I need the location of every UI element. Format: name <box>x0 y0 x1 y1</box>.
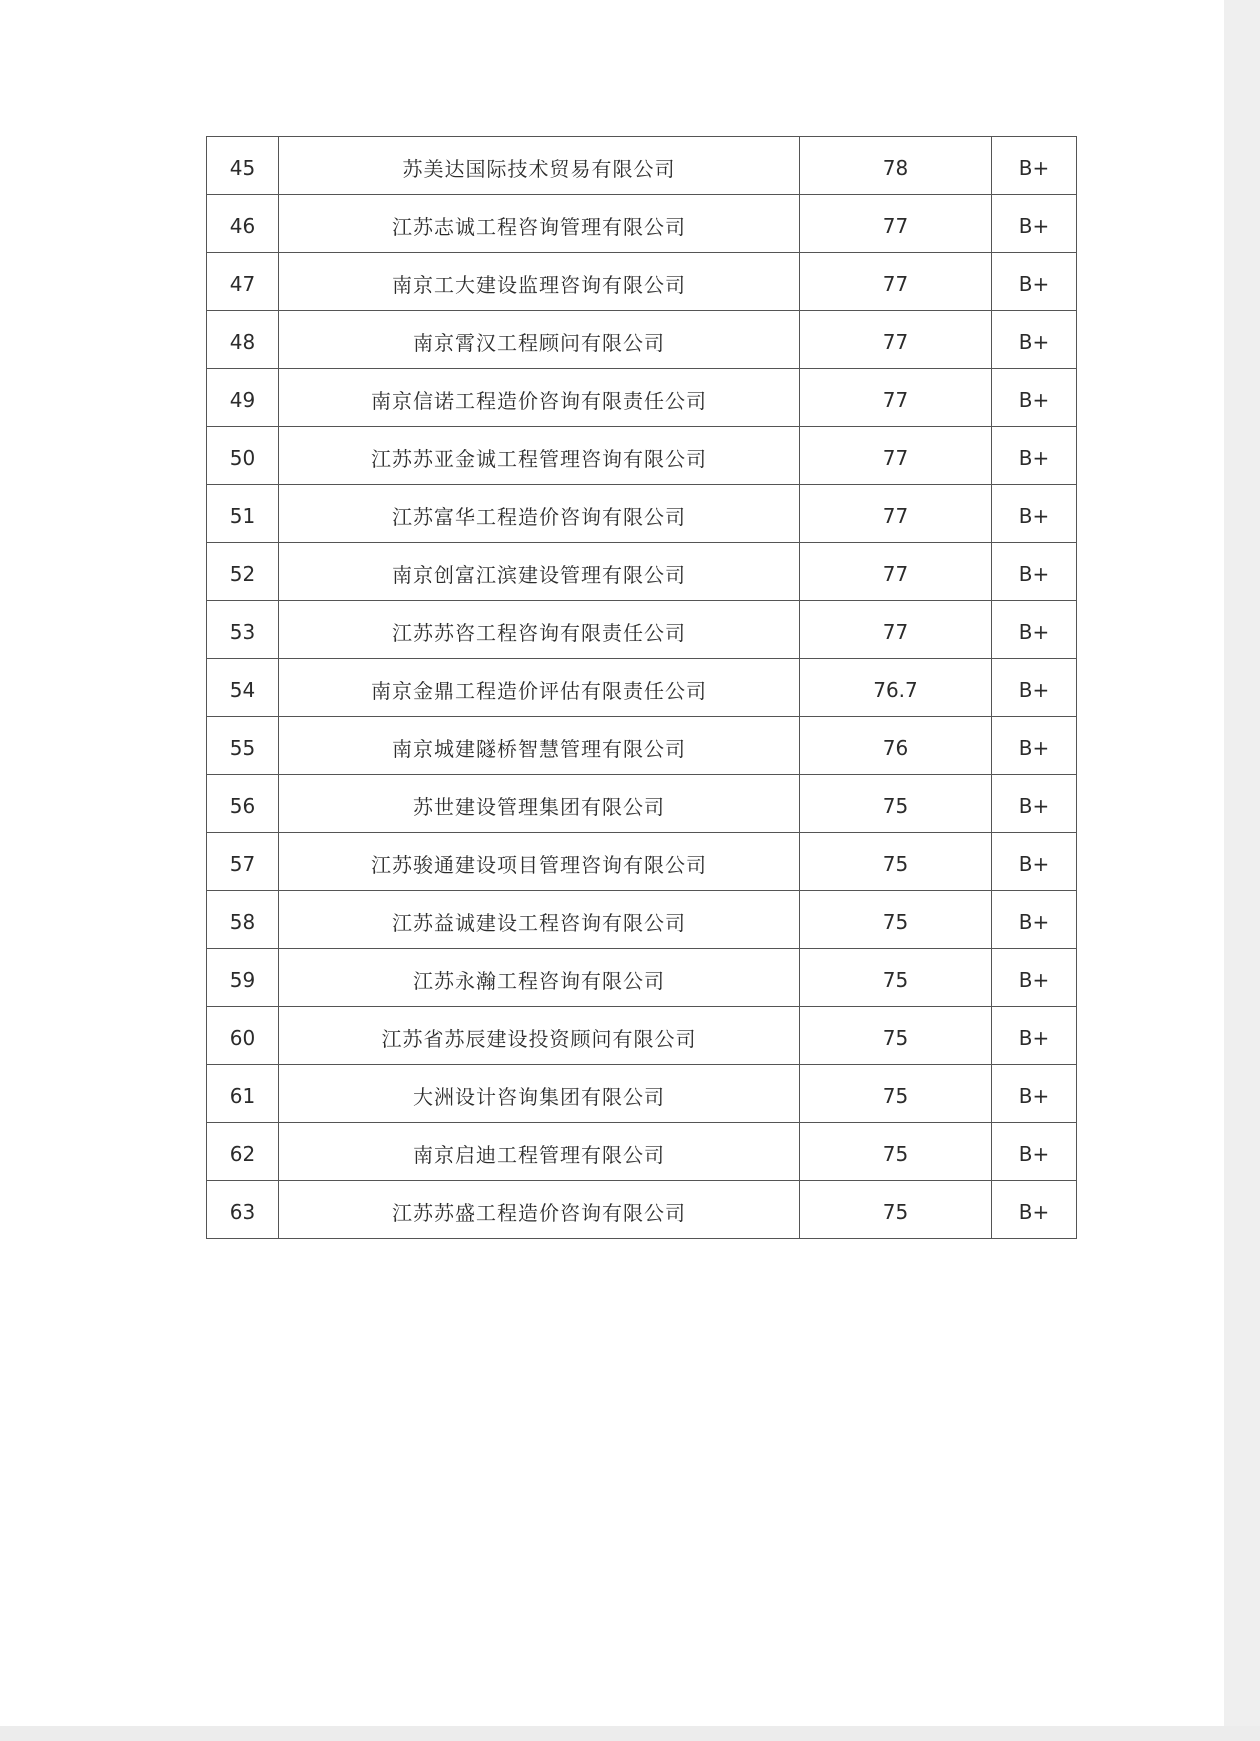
row-number-cell: 55 <box>207 717 279 775</box>
row-number-cell: 50 <box>207 427 279 485</box>
table-row <box>207 1181 1077 1239</box>
row-number-cell: 45 <box>207 137 279 195</box>
score-cell: 78 <box>800 137 992 195</box>
table-row <box>207 311 1077 369</box>
table-row <box>207 949 1077 1007</box>
table-row <box>207 833 1077 891</box>
row-number-cell: 54 <box>207 659 279 717</box>
grade-cell: B+ <box>992 949 1077 1007</box>
grade-cell: B+ <box>992 891 1077 949</box>
table-row <box>207 775 1077 833</box>
score-cell: 77 <box>800 427 992 485</box>
score-cell: 75 <box>800 1065 992 1123</box>
grade-cell: B+ <box>992 485 1077 543</box>
score-cell: 77 <box>800 311 992 369</box>
page-edge-bottom <box>0 1726 1260 1741</box>
score-cell: 77 <box>800 543 992 601</box>
table-row <box>207 717 1077 775</box>
table-row <box>207 427 1077 485</box>
company-name-cell: 江苏永瀚工程咨询有限公司 <box>279 949 800 1007</box>
row-number-cell: 63 <box>207 1181 279 1239</box>
grade-cell: B+ <box>992 659 1077 717</box>
row-number-cell: 47 <box>207 253 279 311</box>
company-name-cell: 大洲设计咨询集团有限公司 <box>279 1065 800 1123</box>
score-cell: 77 <box>800 485 992 543</box>
score-cell: 77 <box>800 369 992 427</box>
company-name-cell: 江苏省苏辰建设投资顾问有限公司 <box>279 1007 800 1065</box>
grade-cell: B+ <box>992 1007 1077 1065</box>
grade-cell: B+ <box>992 717 1077 775</box>
grade-cell: B+ <box>992 427 1077 485</box>
grade-cell: B+ <box>992 369 1077 427</box>
score-cell: 75 <box>800 949 992 1007</box>
company-name-cell: 苏世建设管理集团有限公司 <box>279 775 800 833</box>
grade-cell: B+ <box>992 601 1077 659</box>
row-number-cell: 60 <box>207 1007 279 1065</box>
company-score-table <box>206 136 1077 1239</box>
score-cell: 75 <box>800 1123 992 1181</box>
row-number-cell: 53 <box>207 601 279 659</box>
row-number-cell: 56 <box>207 775 279 833</box>
row-number-cell: 58 <box>207 891 279 949</box>
table-row <box>207 659 1077 717</box>
company-name-cell: 南京信诺工程造价咨询有限责任公司 <box>279 369 800 427</box>
score-cell: 75 <box>800 775 992 833</box>
score-cell: 75 <box>800 891 992 949</box>
table-row <box>207 543 1077 601</box>
company-name-cell: 南京启迪工程管理有限公司 <box>279 1123 800 1181</box>
score-cell: 75 <box>800 1181 992 1239</box>
score-cell: 75 <box>800 1007 992 1065</box>
table-row <box>207 601 1077 659</box>
grade-cell: B+ <box>992 311 1077 369</box>
company-name-cell: 南京城建隧桥智慧管理有限公司 <box>279 717 800 775</box>
row-number-cell: 62 <box>207 1123 279 1181</box>
score-cell: 77 <box>800 195 992 253</box>
score-cell: 75 <box>800 833 992 891</box>
row-number-cell: 61 <box>207 1065 279 1123</box>
grade-cell: B+ <box>992 775 1077 833</box>
score-cell: 76 <box>800 717 992 775</box>
company-name-cell: 江苏苏咨工程咨询有限责任公司 <box>279 601 800 659</box>
table-row <box>207 1007 1077 1065</box>
company-name-cell: 南京金鼎工程造价评估有限责任公司 <box>279 659 800 717</box>
grade-cell: B+ <box>992 833 1077 891</box>
table-row <box>207 253 1077 311</box>
table-row <box>207 485 1077 543</box>
grade-cell: B+ <box>992 1123 1077 1181</box>
row-number-cell: 51 <box>207 485 279 543</box>
table-row <box>207 1123 1077 1181</box>
score-cell: 77 <box>800 601 992 659</box>
company-name-cell: 江苏志诚工程咨询管理有限公司 <box>279 195 800 253</box>
grade-cell: B+ <box>992 137 1077 195</box>
score-cell: 76.7 <box>800 659 992 717</box>
score-cell: 77 <box>800 253 992 311</box>
grade-cell: B+ <box>992 1181 1077 1239</box>
row-number-cell: 48 <box>207 311 279 369</box>
row-number-cell: 52 <box>207 543 279 601</box>
row-number-cell: 49 <box>207 369 279 427</box>
company-name-cell: 南京工大建设监理咨询有限公司 <box>279 253 800 311</box>
grade-cell: B+ <box>992 195 1077 253</box>
grade-cell: B+ <box>992 1065 1077 1123</box>
row-number-cell: 57 <box>207 833 279 891</box>
table-row <box>207 369 1077 427</box>
table-row <box>207 1065 1077 1123</box>
company-name-cell: 江苏益诚建设工程咨询有限公司 <box>279 891 800 949</box>
table-row <box>207 137 1077 195</box>
table-row <box>207 195 1077 253</box>
row-number-cell: 59 <box>207 949 279 1007</box>
company-name-cell: 苏美达国际技术贸易有限公司 <box>279 137 800 195</box>
row-number-cell: 46 <box>207 195 279 253</box>
company-name-cell: 江苏骏通建设项目管理咨询有限公司 <box>279 833 800 891</box>
company-name-cell: 南京创富江滨建设管理有限公司 <box>279 543 800 601</box>
page-edge-right <box>1224 0 1260 1741</box>
company-name-cell: 南京霄汉工程顾问有限公司 <box>279 311 800 369</box>
company-name-cell: 江苏苏亚金诚工程管理咨询有限公司 <box>279 427 800 485</box>
table-row <box>207 891 1077 949</box>
table-body <box>207 137 1077 1239</box>
grade-cell: B+ <box>992 543 1077 601</box>
grade-cell: B+ <box>992 253 1077 311</box>
company-name-cell: 江苏富华工程造价咨询有限公司 <box>279 485 800 543</box>
company-name-cell: 江苏苏盛工程造价咨询有限公司 <box>279 1181 800 1239</box>
